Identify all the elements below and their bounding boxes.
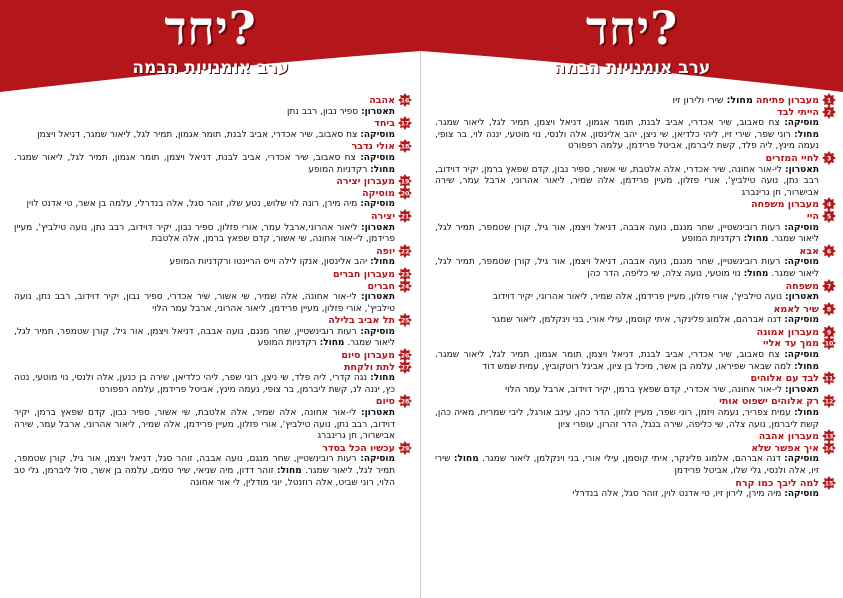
item-number: 27 <box>400 363 410 371</box>
item-title: שיר לאמא <box>773 303 819 315</box>
item-heading <box>435 199 832 211</box>
item-heading <box>435 396 834 408</box>
role-label: תאטרון: <box>360 292 395 303</box>
item-number: 15 <box>824 479 834 487</box>
star-number-icon <box>398 279 412 293</box>
item-heading <box>435 152 832 165</box>
credits <box>435 385 819 397</box>
performer-names: דנה אברהם, אלמוג פלינקר, איתי קוסמן, עילי אורי, בני וינקלמן, ליאור שמגר <box>491 315 782 326</box>
role-label: מחול: <box>794 408 819 419</box>
star-number-icon <box>398 139 412 153</box>
event-subtitle: ערב אומנויות הבמה <box>132 58 289 78</box>
program-item <box>14 315 410 350</box>
performer-names: ספיר נבון, רבב נתן <box>286 106 359 117</box>
program-item <box>14 280 410 316</box>
item-number: 16 <box>400 97 410 105</box>
performer-names: רקדניות המופע <box>308 164 368 175</box>
program-list-left <box>14 95 410 489</box>
role-label: תאטרון: <box>784 292 819 303</box>
item-title: לבד עם אלוהים <box>750 373 819 385</box>
role-label: מוסיקה: <box>784 118 819 129</box>
program-item <box>14 396 410 442</box>
star-number-icon <box>398 313 412 327</box>
item-number: 2 <box>826 108 832 116</box>
role-label: מוסיקה: <box>784 489 819 500</box>
star-number-icon <box>398 441 412 455</box>
item-heading <box>14 361 410 374</box>
star-number-icon <box>822 394 836 408</box>
item-title: עכשיו הכל בסדר <box>322 442 395 454</box>
performer-names: צח סאבוב, שיר אכדרי, אביב לבנת, דניאל ויצמן, תומר אגמון, תמיר לגל, ליאור שמגר. <box>14 152 356 163</box>
item-title: חברים <box>367 280 395 292</box>
item-title: סיום <box>375 396 395 408</box>
performer-names: למה שבאר שפיראו, עלמה בן אשר, מיכל בן ציון, אביגל רוטקוביץ, עמית שמש דוד <box>482 361 792 372</box>
item-heading <box>435 326 832 339</box>
role-label: מחול: <box>743 234 769 245</box>
logo: יחד? <box>585 1 679 55</box>
role-label: מחול: <box>794 361 819 372</box>
item-title: מעברון יצירה <box>336 176 395 188</box>
right-page <box>421 0 843 598</box>
role-label: מחול: <box>319 338 345 349</box>
item-heading <box>435 373 834 385</box>
item-title: מעברון חברים <box>333 268 395 280</box>
item-number: 5 <box>826 213 832 221</box>
role-label: מחול: <box>743 268 769 279</box>
star-number-icon <box>398 394 412 408</box>
performer-names: מיה מירן, לירון זיו, טי אדנט לוין, זוהר סגל, אלה בנדרלי <box>572 489 782 500</box>
role-label: מחול: <box>370 257 395 268</box>
star-number-icon <box>398 93 412 107</box>
credits <box>14 327 395 350</box>
item-title: אולי נדבר <box>351 141 395 153</box>
item-number: 17 <box>400 120 410 128</box>
star-number-icon <box>822 151 836 165</box>
item-title: מעברון פתיחה <box>755 95 819 106</box>
performer-names: רעות רובינשטיין, שחר מנגם, נועה אבבה, דניאל ויצמן, אור גיל, קורן שטמפר, תמיר לגל, ליאור שמגר. <box>435 222 819 245</box>
star-number-icon <box>822 209 836 223</box>
performer-names: רעות רובינשטיין, שחר מנגם, נועה אבבה, דניאל ויצמן, אור גיל, קורן שטמפר, תמיר לגל, ליאור שמגר. <box>435 257 819 279</box>
credits <box>14 373 395 396</box>
item-heading <box>14 210 410 223</box>
credits <box>14 292 395 315</box>
role-label: מחול: <box>726 95 753 106</box>
star-number-icon <box>398 244 412 258</box>
role-label: תאטרון: <box>360 222 395 233</box>
credits <box>14 107 395 119</box>
item-heading <box>14 141 410 153</box>
role-label: תאטרון: <box>784 164 819 175</box>
item-number: 24 <box>400 282 410 290</box>
role-label: תאטרון: <box>360 408 395 419</box>
performer-names: נוי מוטעי, נועה צלה, שי כליפה, הדר כהן <box>587 268 741 279</box>
star-number-icon <box>398 186 412 200</box>
program-item <box>435 396 834 431</box>
item-title: למה ליבך כמו קרח <box>735 477 819 489</box>
item-number: 8 <box>826 305 832 313</box>
item-heading <box>435 95 832 107</box>
item-title: משפחה <box>785 280 819 292</box>
logo: יחד? <box>164 1 257 55</box>
performer-names: רקדניות המופע <box>257 338 317 349</box>
item-number: 22 <box>400 248 410 256</box>
performer-names: רקדניות המופע <box>681 234 741 245</box>
role-label: מוסיקה: <box>360 326 395 337</box>
credits <box>435 489 819 501</box>
performer-names: לי-אור אחונה, אלה שמיר, שי אשור, שיר אכדרי, ספיר נבון, יקיר דוידוב, רבב נתן, נועה טילביץ', אורי פזלון, מעיין פרידמן, ליאור אהרוני, ארבל עמר הלוי <box>14 292 395 314</box>
role-label: מוסיקה: <box>360 454 395 465</box>
program-item <box>435 303 832 327</box>
credits <box>435 292 819 304</box>
item-heading <box>14 245 410 258</box>
item-title: מעברון סיום <box>341 350 395 362</box>
performer-names: ליאור אהרוני,ארבל עמר, אורי פזלון, ספיר נבון, יקיר דוידוב, רבב נתן, נועה טילביץ', מעיין פרידמן, לי-אור אחונה, שי אשור, קדם שפאץ ברמן, אלה אלטבת <box>14 222 395 245</box>
item-heading <box>435 338 834 350</box>
item-title: לתת ולקחת <box>343 361 395 373</box>
performer-names: נגה קדרי, ליה פלד, שי ניצן, רוני שפר, ליהי כלדיאן, שירה בן כנען, אלה ולנסי, נוי מוטעי, נטה כץ, יננה לנ, קשת ליברמן, בר צופי, נעמה מינץ, אביטל פרידמן, עלמה רפפורט <box>14 373 395 395</box>
item-number: 25 <box>400 317 410 325</box>
item-heading <box>435 245 832 258</box>
credits <box>14 408 395 443</box>
item-title: לחיי המזרים <box>765 152 819 164</box>
role-label: מחול: <box>276 466 302 476</box>
item-number: 10 <box>824 340 834 348</box>
role-label: מחול: <box>453 454 479 465</box>
item-title: איך אפשר שלא <box>751 442 819 454</box>
item-title: מעברון אהבה <box>758 431 819 443</box>
performer-names: צח סאבוב, שיר אכדרי, אביב לבנת, תומר אגמון, תמיר לגל, ליאור שמגר, דניאל ויצמן <box>37 129 358 140</box>
performer-names: שירי ולירון זיו <box>672 95 724 106</box>
program-item <box>435 152 832 199</box>
credits <box>14 257 395 269</box>
item-heading <box>14 280 410 293</box>
credits <box>14 130 395 142</box>
item-heading <box>435 303 832 316</box>
role-label: מוסיקה: <box>784 350 819 361</box>
item-heading <box>435 442 834 455</box>
item-title: אבא <box>799 245 819 257</box>
item-number: 23 <box>400 271 410 279</box>
program-item <box>435 245 832 281</box>
item-number: 12 <box>824 398 834 406</box>
program-item <box>435 431 834 443</box>
item-number: 21 <box>400 213 410 221</box>
credits <box>435 257 819 280</box>
role-label: מוסיקה: <box>360 129 395 140</box>
performer-names: דנה אברהם, אלמוג פלינקר, איתי קוסמן, עילי אורי, בני וינקלמן, ליאור שמגר. <box>482 454 781 465</box>
credits <box>435 315 819 327</box>
program-item <box>435 338 834 373</box>
item-heading <box>14 350 410 362</box>
program-item <box>14 141 410 176</box>
item-title: אהבה <box>369 95 395 106</box>
role-label: מוסיקה: <box>784 315 819 326</box>
item-heading <box>435 477 834 490</box>
item-number: 18 <box>400 143 410 151</box>
item-heading <box>14 118 410 130</box>
star-number-icon <box>822 302 836 316</box>
item-number: 29 <box>400 445 410 453</box>
role-label: מוסיקה: <box>784 454 819 465</box>
inline-credit <box>673 95 756 106</box>
item-title: הייתי לבד <box>777 106 819 118</box>
program-item <box>14 187 410 211</box>
program-list-right <box>435 95 834 501</box>
item-heading <box>435 106 832 119</box>
role-label: מחול: <box>794 129 819 140</box>
role-label: מחול: <box>370 373 395 384</box>
item-number: 7 <box>826 282 832 290</box>
credits <box>435 118 819 153</box>
performer-names: מיה מירן, רונה לוי שלוש, נטע שלו, זוהר סגל, אלה בנדרלי, עלמה בן אשר, טי אדנט לוין <box>26 199 358 210</box>
star-number-icon <box>822 336 836 350</box>
item-title: מעברון משפחה <box>751 199 819 211</box>
item-heading <box>14 268 410 281</box>
role-label: מוסיקה: <box>360 199 395 210</box>
performer-names: צח סאבוב, שיר אכדרי, אביב לבנת, תומר אגמון, דניאל ויצמן, תמיר לגל, ליאור שמגר. <box>435 118 780 129</box>
item-title: מעברון אמונה <box>756 326 819 338</box>
star-number-icon <box>822 371 836 385</box>
program-item <box>435 106 832 153</box>
program-item <box>14 118 410 141</box>
item-number: 3 <box>826 155 832 163</box>
item-heading <box>14 176 410 188</box>
role-label: תאטרון: <box>784 384 819 395</box>
item-number: 28 <box>400 398 410 406</box>
program-item <box>435 442 834 478</box>
item-title: יצירה <box>370 210 395 222</box>
program-item <box>435 477 834 501</box>
credits <box>14 199 395 211</box>
performer-names: רעות רובינשטיין, שחר מנגם, נועה אבבה, זוהר סגל, דניאל ויצמן, אור גיל, קורן שטמפר, תמיר לגל, ליאור שמגר. <box>14 454 395 476</box>
role-label: מוסיקה: <box>784 222 819 233</box>
item-number: 4 <box>826 201 832 209</box>
left-page <box>0 0 421 598</box>
item-title: מוסיקה <box>362 187 395 199</box>
role-label: תאטרון: <box>360 106 395 117</box>
program-item <box>14 210 410 246</box>
performer-names: זוהר דדון, מיה שניאי, שיר טמים, עלמה בן אשר, סול ליברמן, גלי טב הלוי, רוני שביט, אלה רוזנטל, יוני מודלין, לי אור אחונה <box>14 466 395 488</box>
star-number-icon <box>822 279 836 293</box>
item-number: 1 <box>826 97 832 105</box>
credits <box>435 223 819 246</box>
performer-names: לי-אור אחונה, שיר אכדרי, קדם שפאץ ברמן, יקיר דוידוב, ארבל עמר הלוי <box>505 384 783 395</box>
star-number-icon <box>822 105 836 119</box>
performer-names: צח סאבוב, שיר אכדרי, אביב לבנת, דניאל ויצמן, תומר אגמון, תמיר לגל, ליאור שמגר. <box>435 350 780 361</box>
program-item <box>435 199 832 211</box>
credits <box>14 153 395 176</box>
performer-names: רעות רובינשטיין, שחר מנגם, נועה אבבה, דניאל ויצמן, אור גיל, קורן שטמפר, תמיר לגל, ליאור שמגר. <box>14 326 395 349</box>
star-number-icon <box>822 441 836 455</box>
performer-names: לי-אור אחונה, אלה שמיר, אלה אלטבת, שי אשור, ספיר נבון, קדם שפאץ ברמן, יקיר דוידוב, רבב נתן, נועה טילביץ', אורי פזלון, מעיין פרידמן, אלה שמיר, ליאור אהרוני, ארבל עמר, שירה אבישרור, חן גרינברג <box>14 408 395 442</box>
performer-names: שירי זיו, אלה ולנסי, גלי שלו, אביטל פרידמן <box>435 454 819 476</box>
item-number: 19 <box>400 178 410 186</box>
program-item <box>14 350 410 362</box>
item-number: 13 <box>824 433 834 441</box>
item-title: ביחד <box>374 118 395 130</box>
credits <box>14 454 395 489</box>
item-number: 11 <box>824 375 834 383</box>
credits <box>435 165 819 200</box>
role-label: מוסיקה: <box>784 257 819 268</box>
role-label: מוסיקה: <box>360 152 395 163</box>
performer-names: נועה טילביץ', אורי פזלון, מעיין פרידמן, אלה שמיר, ליאור אהרוני, יקיר דוידוב <box>492 292 783 303</box>
item-title: רק אלוהים ישפוט אותי <box>719 396 819 408</box>
item-number: 26 <box>400 352 410 360</box>
star-number-icon <box>822 244 836 258</box>
credits <box>435 408 819 431</box>
event-subtitle: ערב אומנויות הבמה <box>553 58 711 78</box>
program-item <box>14 442 410 489</box>
role-label: מחול: <box>370 164 395 175</box>
star-number-icon <box>398 116 412 130</box>
program-item <box>14 176 410 188</box>
item-heading <box>435 280 832 293</box>
program-item <box>14 268 410 281</box>
item-number: 20 <box>400 190 410 198</box>
star-number-icon <box>398 209 412 223</box>
item-title: תל אביב בלילה <box>328 315 395 327</box>
item-heading <box>14 315 410 327</box>
item-title: היי <box>806 210 819 222</box>
program-item <box>435 95 832 107</box>
star-number-icon <box>822 476 836 490</box>
star-number-icon <box>398 360 412 374</box>
program-item <box>14 361 410 397</box>
performer-names: רוני שפר, שירי זיו, ליהי כלדיאן, שי ניצן, יהב אלינסון, אלה ולנסי, נוי מוטעי, יננה לוי, בר צופי, נעמה מינץ, ליה פלד, קשת ליברמן, אביטל פרידמן, עלמה רפפורט <box>435 129 819 152</box>
item-heading <box>435 210 832 223</box>
item-number: 9 <box>826 329 832 337</box>
program-item <box>14 95 410 118</box>
performer-names: יהב אלינסון, אנקו לילה וייס הריינטו ורקדניות המופע <box>169 257 368 268</box>
credits <box>435 454 819 477</box>
item-heading <box>14 396 410 408</box>
program-item <box>435 326 832 339</box>
item-number: 6 <box>826 248 832 256</box>
performer-names: עמית צפריר, נעמה ויזמן, רוני שפר, מעיין לוזון, הדר כהן, עינב אורגל, ליבי שמרית, מאיה כהן, קשת ליברמן, נועה צלה, שי כליפה, שירה בנגל, הדר זהרון, עופרי ציון <box>435 408 819 430</box>
item-heading <box>14 95 410 107</box>
item-title: יופה <box>376 245 395 257</box>
program-item <box>14 245 410 269</box>
credits <box>435 350 819 373</box>
item-title: ממך עד אליי <box>762 338 819 350</box>
item-heading <box>435 431 834 443</box>
credits <box>14 223 395 246</box>
program-item <box>435 280 832 304</box>
item-number: 14 <box>824 445 834 453</box>
performer-names: לי-אור אחונה, שיר אכדרי, אלה אלטבת, שי אשור, ספיר נבון, קדם שפאץ ברמן, יקיר דוידוב, רבב נתן, נועה טילביץ', אורי פזלון, מעיין פרידמן, אלה שמיר, ליאור אהרוני, ארבל עמר, שירה אבישרור, חן גרינברג <box>435 164 819 198</box>
program-item <box>435 210 832 246</box>
item-heading <box>14 442 410 455</box>
item-heading <box>14 187 410 200</box>
program-item <box>435 373 834 396</box>
